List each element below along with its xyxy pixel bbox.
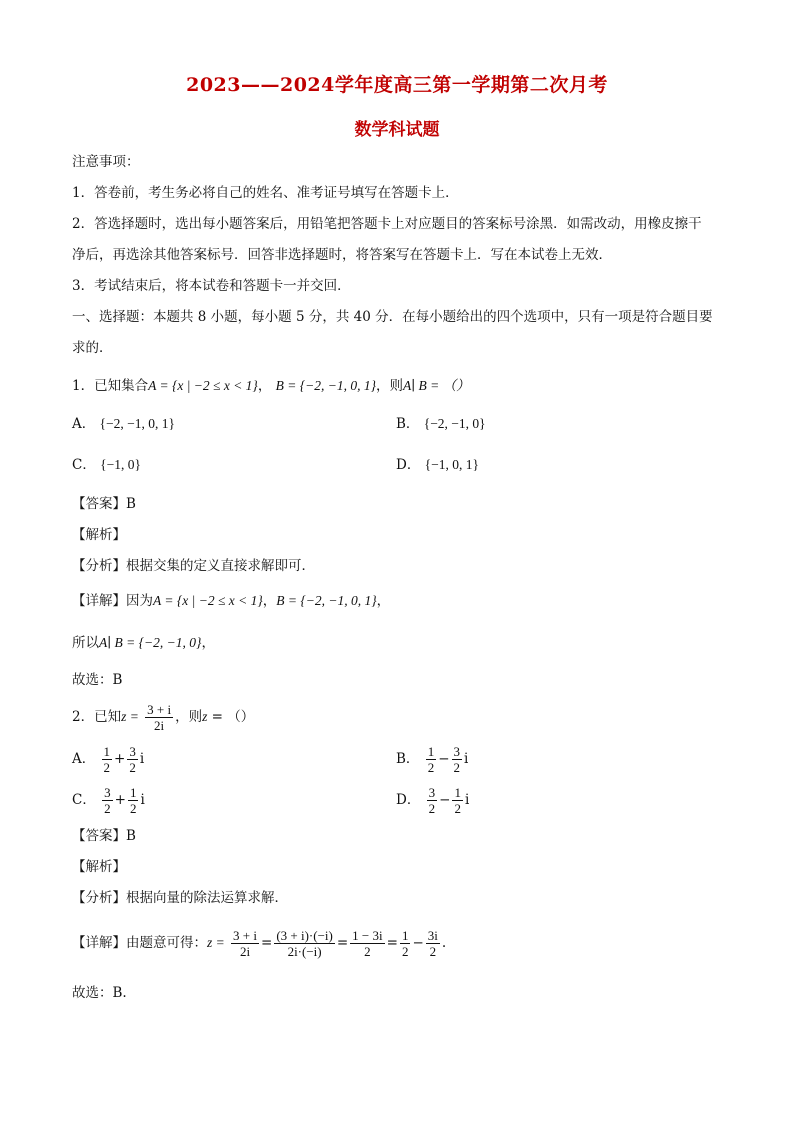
q2-detail-f2-den: 2i·(−i) (287, 944, 322, 959)
q1-option-c-value: {−1, 0} (100, 457, 141, 472)
q2-b-d2: 2 (453, 760, 461, 775)
q1-set-a: A = {x | −2 ≤ x < 1} (148, 378, 258, 393)
q2-z: z = (121, 709, 139, 724)
notes-item-3: 3．考试结束后，将本试卷和答题卡一并交回． (72, 278, 351, 294)
q2-detail-frac1 (231, 928, 259, 959)
q2-stem-prefix: 2．已知 (72, 709, 122, 725)
q2-detail-f3-den: 2 (364, 944, 371, 959)
q1-conclusion-expr: A∣ B = {−2, −1, 0} (99, 635, 202, 650)
notes-heading: 注意事项： (72, 154, 140, 170)
q2-detail-f2-num: (3 + i)·(−i) (276, 928, 333, 943)
q2-option-c (72, 783, 145, 817)
exam-title: 2023——2024学年度高三第一学期第二次月考 (186, 74, 608, 96)
q2-d-i: i (464, 792, 470, 808)
q2-option-a (72, 742, 144, 776)
q2-a-frac1 (102, 744, 113, 775)
q2-d-frac2 (452, 785, 463, 816)
q2-c-sign: + (114, 792, 126, 808)
q2-z2: z (202, 709, 208, 724)
q1-option-b-value: {−2, −1, 0} (423, 416, 486, 431)
q1-set-b: B = {−2, −1, 0, 1} (275, 378, 376, 393)
q2-d-sign: − (439, 792, 451, 808)
q2-detail-f1-num: 3 + i (233, 928, 257, 943)
q1-option-a-value: {−2, −1, 0, 1} (99, 416, 175, 431)
q2-d-d1: 2 (428, 801, 436, 816)
q2-detail-frac5 (426, 928, 440, 959)
q2-b-d1: 2 (427, 760, 435, 775)
q2-c-frac2 (128, 785, 139, 816)
q2-detail-dot: . (441, 935, 447, 951)
q2-stem (72, 700, 732, 734)
q1-detail (72, 591, 732, 611)
q1-option-b (396, 414, 486, 434)
q2-detail-minus: − (412, 935, 424, 951)
q2-option-a-label: A． (72, 751, 96, 767)
q1-analysis-heading: 【解析】 (72, 527, 126, 543)
q1-option-c (72, 455, 141, 475)
q1-sep: ， (257, 378, 272, 394)
q2-detail-z: z = (207, 935, 225, 950)
q2-a-n2: 3 (129, 744, 136, 759)
q2-d-d2: 2 (454, 801, 461, 816)
q2-fraction-den: 2i (154, 718, 165, 733)
q1-stem-prefix: 1．已知集合 (72, 378, 149, 394)
q1-conclusion-prefix: 所以 (72, 635, 99, 651)
notes-item-2-line-1: 2．答选择题时，选出每小题答案后，用铅笔把答题卡上对应题目的答案标号涂黑．如需改动，用橡皮擦干 (72, 216, 702, 232)
q2-stem-mid: ，则 (175, 709, 203, 725)
q2-a-d1: 2 (103, 760, 111, 775)
q2-stem-suffix: = （） (207, 709, 255, 725)
q2-answer: 【答案】B (72, 828, 136, 844)
q1-stem-suffix: ，则 (376, 378, 403, 394)
q2-c-n1: 3 (104, 785, 111, 800)
q2-b-frac1 (426, 744, 437, 775)
q1-option-c-label: C． (72, 457, 96, 473)
q1-analysis: 【分析】根据交集的定义直接求解即可． (72, 558, 315, 574)
q2-option-b (396, 742, 468, 776)
q1-option-a (72, 414, 175, 434)
q2-d-n2: 1 (454, 785, 461, 800)
q2-a-i: i (139, 751, 145, 767)
q1-option-d-value: {−1, 0, 1} (424, 457, 479, 472)
q2-b-i: i (464, 751, 469, 767)
q2-detail-frac4 (400, 928, 411, 959)
q2-choice: 故选：B. (72, 985, 127, 1001)
q1-option-d-label: D． (396, 457, 421, 473)
section-heading-line-1: 一、选择题：本题共 8 小题，每小题 5 分，共 40 分．在每小题给出的四个选项中，只有一项是符合题目要 (72, 309, 713, 325)
q2-a-frac2 (127, 744, 138, 775)
exam-subtitle: 数学科试题 (354, 120, 440, 140)
q2-a-d2: 2 (129, 760, 136, 775)
q1-stem (72, 376, 732, 396)
q1-detail-prefix: 【详解】因为 (72, 593, 153, 609)
q2-detail-f5-den: 2 (429, 944, 437, 959)
q2-c-i: i (140, 792, 145, 808)
q2-detail-f1-den: 2i (239, 944, 251, 959)
q2-b-sign: − (438, 751, 450, 767)
q2-option-d (396, 783, 469, 817)
q2-detail-prefix: 【详解】由题意可得： (72, 935, 207, 951)
q2-a-n1: 1 (103, 744, 111, 759)
q1-detail-set-b: B = {−2, −1, 0, 1} (276, 593, 377, 608)
q2-c-d1: 2 (104, 801, 111, 816)
q2-fraction-num: 3 + i (147, 702, 172, 717)
q1-choice: 故选：B (72, 672, 123, 688)
q2-detail (72, 925, 732, 961)
q2-a-sign: + (114, 751, 126, 767)
q2-detail-eq3: = (386, 935, 398, 951)
q2-option-d-label: D． (396, 792, 421, 808)
q2-detail-eq2: = (336, 935, 349, 951)
q2-option-b-label: B． (396, 751, 420, 767)
q2-detail-frac2 (274, 928, 335, 959)
q2-c-d2: 2 (129, 801, 137, 816)
q1-operation: A∣ B = （） (403, 378, 470, 393)
q2-detail-f3-num: 1 − 3i (352, 928, 383, 943)
q1-answer: 【答案】B (72, 496, 136, 512)
q2-detail-f4-den: 2 (401, 944, 409, 959)
q2-c-frac1 (102, 785, 113, 816)
q2-analysis: 【分析】根据向量的除法运算求解． (72, 890, 288, 906)
q1-option-d (396, 455, 479, 475)
q2-fraction (145, 702, 173, 733)
q2-d-frac1 (427, 785, 438, 816)
q1-option-a-label: A． (72, 416, 96, 432)
notes-item-2-line-2: 净后，再选涂其他答案标号．回答非选择题时，将答案写在答题卡上．写在本试卷上无效． (72, 247, 612, 263)
q1-detail-sep: ， (262, 593, 277, 609)
q2-b-n2: 3 (453, 744, 461, 759)
q2-b-frac2 (452, 744, 463, 775)
q2-detail-f4-num: 1 (401, 928, 409, 943)
q2-detail-f5-num: 3i (427, 928, 438, 943)
q2-analysis-heading: 【解析】 (72, 859, 126, 875)
q2-option-c-label: C． (72, 792, 96, 808)
q2-d-n1: 3 (428, 785, 436, 800)
notes-item-1: 1．答卷前，考生务必将自己的姓名、准考证号填写在答题卡上． (72, 185, 459, 201)
q2-b-n1: 1 (427, 744, 435, 759)
section-heading-line-2: 求的． (72, 340, 113, 356)
q2-detail-eq1: = (261, 935, 273, 951)
q2-detail-frac3 (350, 928, 384, 959)
q1-conclusion (72, 633, 732, 653)
q1-detail-set-a: A = {x | −2 ≤ x < 1} (153, 593, 263, 608)
q1-conclusion-end: ， (201, 635, 215, 651)
q2-c-n2: 1 (129, 785, 137, 800)
q1-option-b-label: B． (396, 416, 420, 432)
q1-detail-end: ， (376, 593, 391, 609)
